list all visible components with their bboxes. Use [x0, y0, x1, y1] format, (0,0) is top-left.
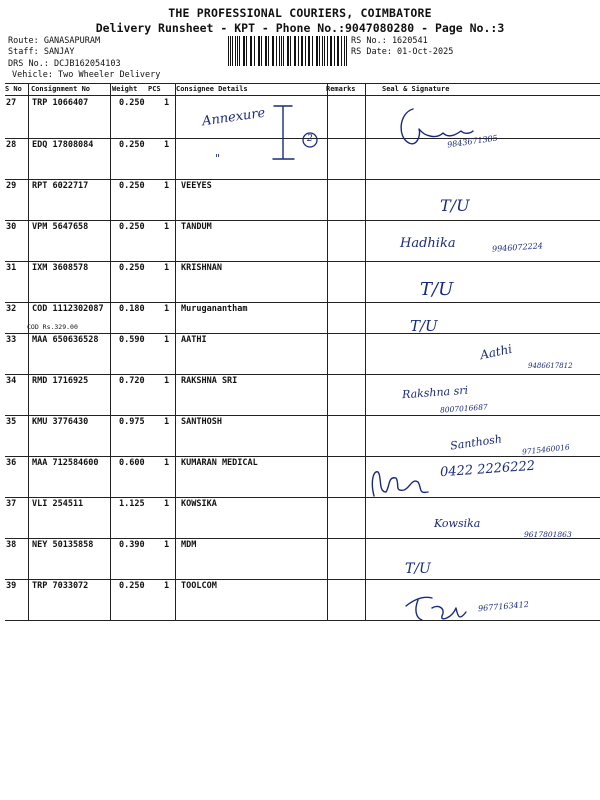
- cell-pcs: 1: [164, 499, 170, 509]
- cell-pcs: 1: [164, 140, 170, 150]
- cell-weight: 0.180: [119, 304, 145, 314]
- cell-sno: 32: [6, 304, 17, 314]
- row-divider: [5, 415, 600, 416]
- barcode-bar: [312, 36, 313, 66]
- cell-consignment: MAA 712584600: [32, 458, 99, 468]
- runsheet-title: Delivery Runsheet - KPT - Phone No.:9047080280 - Page No.:3: [95, 21, 505, 35]
- cell-pcs: 1: [164, 417, 170, 427]
- name-row-35: Santhosh: [449, 432, 503, 453]
- row-divider: [5, 333, 600, 334]
- phone-row-36: 0422 2226222: [439, 458, 536, 481]
- phone-row-34: 8007016687: [439, 402, 488, 415]
- cell-consignee: VEEYES: [181, 181, 212, 191]
- cell-sno: 36: [6, 458, 17, 468]
- barcode-bar: [324, 36, 325, 66]
- barcode-bar: [309, 36, 310, 66]
- col-header-seal: Seal & Signature: [382, 85, 450, 93]
- cell-consignment: KMU 3776430: [32, 417, 89, 427]
- row-divider: [5, 497, 600, 498]
- route-label: Route: GANASAPURAM: [8, 36, 101, 46]
- barcode-bar: [290, 36, 291, 66]
- phone-row-37: 9617801863: [524, 530, 572, 539]
- cell-consignment: COD 1112302087: [32, 304, 104, 314]
- cell-pcs: 1: [164, 263, 170, 273]
- barcode-bar: [302, 36, 303, 66]
- cell-pcs: 1: [164, 98, 170, 108]
- cell-pcs: 1: [164, 181, 170, 191]
- cell-consignment: VLI 254511: [32, 499, 84, 509]
- cell-sno: 38: [6, 540, 17, 550]
- cell-consignment: VPM 5647658: [32, 222, 89, 232]
- signature-row-39: [402, 590, 476, 624]
- col-header-weight: Weight: [112, 85, 138, 93]
- bracket-mark: [270, 102, 320, 164]
- signature-row-36: [368, 462, 440, 500]
- cell-consignee: TANDUM: [181, 222, 212, 232]
- col-header-consignee: Consignee Details: [176, 85, 248, 93]
- cell-pcs: 1: [164, 304, 170, 314]
- cell-weight: 0.975: [119, 417, 145, 427]
- phone-row-39: 9677163412: [477, 599, 530, 614]
- row-divider: [5, 220, 600, 221]
- column-divider: [327, 84, 328, 620]
- cell-consignee: MDM: [181, 540, 197, 550]
- cell-pcs: 1: [164, 458, 170, 468]
- barcode-bar: [295, 36, 296, 66]
- cell-consignee: KOWSIKA: [181, 499, 217, 509]
- cell-sno: 30: [6, 222, 17, 232]
- column-divider: [175, 84, 176, 620]
- barcode-bar: [261, 36, 262, 66]
- barcode-bar: [268, 36, 269, 66]
- barcode-bar: [322, 36, 323, 66]
- cell-pcs: 1: [164, 222, 170, 232]
- cell-consignment: TRP 1066407: [32, 98, 89, 108]
- row-divider: [5, 179, 600, 180]
- name-row-30: Hadhika: [400, 236, 456, 251]
- col-header-remarks: Remarks: [326, 85, 356, 93]
- drs-barcode: [228, 36, 348, 66]
- cell-pcs: 1: [164, 581, 170, 591]
- cell-consignee: TOOLCOM: [181, 581, 217, 591]
- staff-label: Staff: SANJAY: [8, 47, 75, 57]
- barcode-bar: [235, 36, 236, 66]
- row-divider: [5, 456, 600, 457]
- barcode-bar: [344, 36, 345, 66]
- handwritten-ditto: ": [215, 152, 221, 165]
- row-divider: [5, 579, 600, 580]
- tu-row-38: T/U: [405, 561, 431, 577]
- cell-pcs: 1: [164, 335, 170, 345]
- cell-consignment: EDQ 17808084: [32, 140, 94, 150]
- cell-weight: 0.250: [119, 181, 145, 191]
- phone-row-35: 9715460016: [521, 442, 571, 457]
- cell-sno: 31: [6, 263, 17, 273]
- cell-sno: 37: [6, 499, 17, 509]
- table-top-border: [5, 83, 600, 84]
- cell-sno: 39: [6, 581, 17, 591]
- row-divider: [5, 261, 600, 262]
- col-header-consignment: Consignment No: [31, 85, 91, 93]
- barcode-bar: [237, 36, 238, 66]
- barcode-bar: [246, 36, 247, 66]
- phone-row-30: 9946072224: [491, 241, 544, 254]
- cell-consignment: RMD 1716925: [32, 376, 89, 386]
- barcode-bar: [279, 36, 280, 66]
- cell-weight: 1.125: [119, 499, 145, 509]
- cod-amount-note: COD Rs.329.00: [27, 323, 78, 331]
- cell-consignee: KRISHNAN: [181, 263, 222, 273]
- cell-consignment: TRP 7033072: [32, 581, 89, 591]
- barcode-bar: [331, 36, 332, 66]
- cell-consignment: IXM 3608578: [32, 263, 89, 273]
- circled-two: 2: [307, 134, 313, 144]
- cell-consignee: RAKSHNA SRI: [181, 376, 238, 386]
- row-divider: [5, 302, 600, 303]
- cell-sno: 34: [6, 376, 17, 386]
- phone-row-33: 9486617812: [528, 362, 573, 370]
- cell-consignee: KUMARAN MEDICAL: [181, 458, 258, 468]
- tu-row-32: T/U: [410, 317, 438, 335]
- cell-weight: 0.590: [119, 335, 145, 345]
- barcode-bar: [254, 36, 255, 66]
- cell-weight: 0.250: [119, 98, 145, 108]
- table-header-border: [5, 95, 600, 96]
- handwritten-annexure: Annexure: [201, 105, 267, 130]
- drs-number: DRS No.: DCJB162054103: [8, 59, 121, 69]
- name-row-37: Kowsika: [434, 517, 481, 530]
- name-row-33: Aathi: [478, 341, 514, 363]
- company-title: THE PROFESSIONAL COURIERS, COIMBATORE: [168, 6, 432, 20]
- cell-weight: 0.250: [119, 222, 145, 232]
- cell-sno: 28: [6, 140, 17, 150]
- cell-consignment: MAA 650636528: [32, 335, 99, 345]
- cell-pcs: 1: [164, 376, 170, 386]
- cell-weight: 0.720: [119, 376, 145, 386]
- cell-consignee: Muruganantham: [181, 304, 248, 314]
- barcode-bar: [338, 36, 339, 66]
- barcode-bar: [272, 36, 273, 66]
- cell-weight: 0.250: [119, 140, 145, 150]
- row-divider: [5, 538, 600, 539]
- cell-consignee: SANTHOSH: [181, 417, 222, 427]
- rs-date: RS Date: 01-Oct-2025: [351, 47, 454, 57]
- cell-weight: 0.600: [119, 458, 145, 468]
- barcode-bar: [228, 36, 229, 66]
- tu-row-31: T/U: [420, 279, 454, 300]
- phone-row-27: 9843671385: [446, 133, 499, 150]
- column-divider: [28, 84, 29, 620]
- col-header-pcs: PCS: [148, 85, 161, 93]
- cell-weight: 0.390: [119, 540, 145, 550]
- name-row-34: Rakshna sri: [401, 383, 469, 402]
- barcode-bar: [283, 36, 284, 66]
- cell-weight: 0.250: [119, 581, 145, 591]
- cell-consignment: RPT 6022717: [32, 181, 89, 191]
- vehicle-label: Vehicle: Two Wheeler Delivery: [12, 70, 161, 80]
- column-divider: [365, 84, 366, 620]
- row-divider: [5, 620, 600, 621]
- cell-consignee: AATHI: [181, 335, 207, 345]
- column-divider: [110, 84, 111, 620]
- cell-sno: 33: [6, 335, 17, 345]
- cell-consignment: NEY 50135858: [32, 540, 94, 550]
- row-divider: [5, 374, 600, 375]
- barcode-bar: [250, 36, 251, 66]
- tu-row-29: T/U: [440, 196, 470, 215]
- col-header-sno: S No: [5, 85, 22, 93]
- cell-pcs: 1: [164, 540, 170, 550]
- cell-sno: 27: [6, 98, 17, 108]
- cell-sno: 35: [6, 417, 17, 427]
- cell-weight: 0.250: [119, 263, 145, 273]
- cell-sno: 29: [6, 181, 17, 191]
- rs-number: RS No.: 1620541: [351, 36, 428, 46]
